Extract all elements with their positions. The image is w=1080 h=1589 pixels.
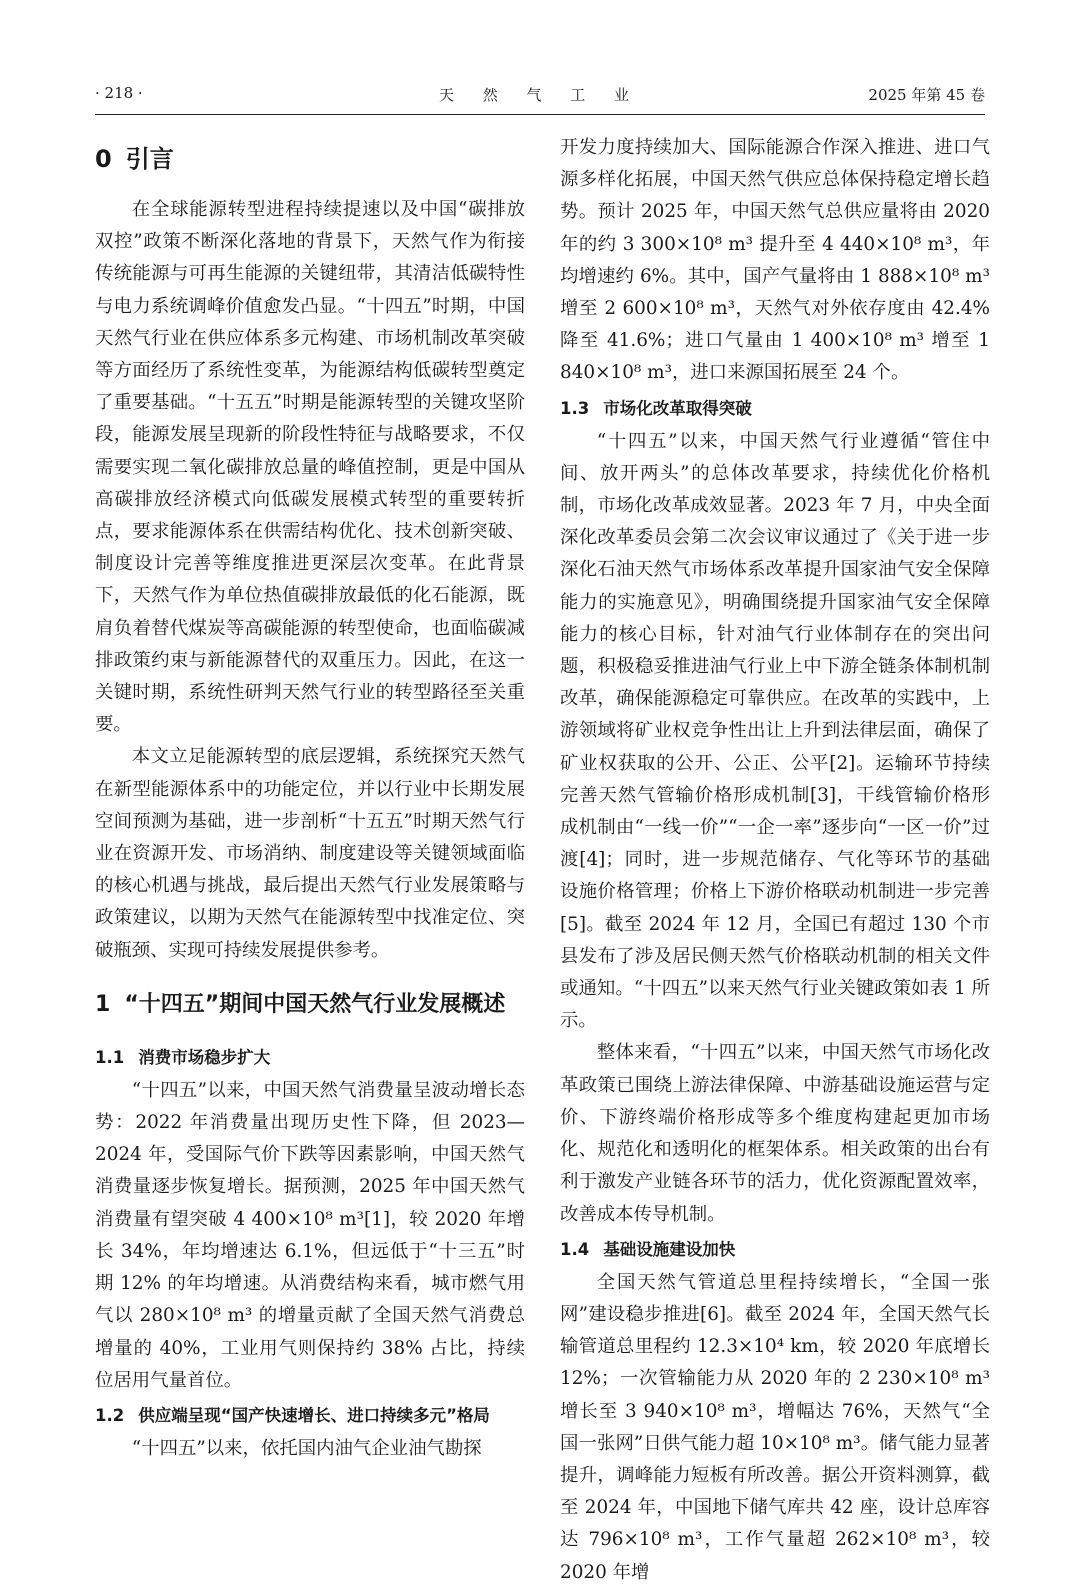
section-number: 0: [95, 145, 112, 173]
paragraph-intro-2: 本文立足能源转型的底层逻辑，系统探究天然气在新型能源体系中的功能定位，并以行业中长期发展空间预测为基础，进一步剖析“十五五”时期天然气行业在资源开发、市场消纳、制度建设等关键领域面临的核心机遇与挑战，最后提出天然气行业发展策略与政策建议，以期为天然气在能源转型中找准定位、突破瓶颈、实现可持续发展提供参考。: [95, 746, 525, 961]
paragraph-infrastructure: 全国天然气管道总里程持续增长，“全国一张网”建设稳步推进[6]。截至 2024 年，全国天然气长输管道总里程约 12.3×10⁴ km，较 2020 年底增长 12%；一次管输能力从 2020 年的 2 230×10⁸ m³ 增长至 3 940×10⁸ m³，增幅达 76%，天然气“全国一张网”日供气能力超 10×10⁸ m³。储气能力显著提升，调峰能力短板有所改善。据公开资料测算，截至 2024 年，中国地下储气库共 42 座，设计总库容达 796×10⁸ m³，工作气量超 262×10⁸ m³，较 2020 年增: [560, 1271, 990, 1583]
subsection-title: 供应端呈现“国产快速增长、进口持续多元”格局: [138, 1405, 490, 1425]
subsection-title: 基础设施建设加快: [603, 1239, 736, 1259]
paragraph-supply-continued: 开发力度持续加大、国际能源合作深入推进、进口气源多样化拓展，中国天然气供应总体保持稳定增长趋势。预计 2025 年，中国天然气总供应量将由 2020 年的约 3 300×10⁸ m³ 提升至 4 440×10⁸ m³，年均增速约 6%。其中，国产气量将由 1 888×10⁸ m³ 增至 2 600×10⁸ m³，天然气对外依存度由 42.4% 降至 41.6%；进口气量由 1 400×10⁸ m³ 增至 1 840×10⁸ m³，进口来源国拓展至 24 个。: [560, 137, 990, 384]
subsection-number: 1.3: [560, 398, 590, 418]
right-column: [560, 132, 990, 1589]
page-number: · 218 ·: [95, 84, 143, 102]
section-title: “十四五”期间中国天然气行业发展概述: [124, 991, 506, 1017]
subsection-number: 1.1: [95, 1047, 125, 1067]
subsection-title: 市场化改革取得突破: [603, 398, 752, 418]
left-column: [95, 132, 525, 1465]
subsection-title: 消费市场稳步扩大: [138, 1047, 271, 1067]
subsection-1-4-heading: [560, 1235, 990, 1265]
paragraph-reform-summary: 整体来看，“十四五”以来，中国天然气市场化改革政策已围绕上游法律保障、中游基础设施运营与定价、下游终端价格形成等多个维度构建起更加市场化、规范化和透明化的框架体系。相关政策的出台有利于激发产业链各环节的活力，优化资源配置效率，改善成本传导机制。: [560, 1042, 990, 1225]
paragraph-consumption: “十四五”以来，中国天然气消费量呈波动增长态势：2022 年消费量出现历史性下降，但 2023—2024 年，受国际气价下跌等因素影响，中国天然气消费量逐步恢复增长。据预测，2025 年中国天然气消费量有望突破 4 400×10⁸ m³[1]，较 2020 年增长 34%，年均增速达 6.1%，但远低于“十三五”时期 12% 的年均增速。从消费结构来看，城市燃气用气以 280×10⁸ m³ 的增量贡献了全国天然气消费总增量的 40%，工业用气则保持约 38% 占比，持续位居用气量首位。: [95, 1079, 525, 1391]
subsection-1-2-heading: [95, 1401, 525, 1431]
paragraph-supply-start: “十四五”以来，依托国内油气企业油气勘探: [131, 1437, 482, 1459]
section-0-heading: [95, 142, 525, 176]
paragraph-market-reform: “十四五”以来，中国天然气行业遵循“管住中间、放开两头”的总体改革要求，持续优化价格机制，市场化改革成效显著。2023 年 7 月，中央全面深化改革委员会第二次会议审议通过了《关于进一步深化石油天然气市场体系改革提升国家油气安全保障能力的实施意见》，明确围绕提升国家油气安全保障能力的核心目标，针对油气行业体制存在的突出问题，积极稳妥推进油气行业上中下游全链条体制机制改革，确保能源稳定可靠供应。在改革的实践中，上游领域将矿业权竞争性出让上升到法律层面，确保了矿业权获取的公开、公正、公平[2]。运输环节持续完善天然气管输价格形成机制[3]，干线管输价格形成机制由“一线一价”“一企一率”逐步向“一区一价”过渡[4]；同时，进一步规范储存、气化等环节的基础设施价格管理；价格上下游价格联动机制进一步完善[5]。截至 2024 年 12 月，全国已有超过 130 个市县发布了涉及居民侧天然气价格联动机制的相关文件或通知。“十四五”以来天然气行业关键政策如表 1 所示。: [560, 430, 990, 1032]
section-1-heading: [95, 987, 525, 1023]
subsection-1-1-heading: [95, 1043, 525, 1073]
header-divider: [95, 114, 985, 115]
volume-info: 2025 年第 45 卷: [868, 86, 985, 104]
section-number: 1: [95, 991, 111, 1017]
paragraph-intro-1: 在全球能源转型进程持续提速以及中国“碳排放双控”政策不断深化落地的背景下，天然气作为衔接传统能源与可再生能源的关键纽带，其清洁低碳特性与电力系统调峰价值愈发凸显。“十四五”时期，中国天然气行业在供应体系多元构建、市场机制改革突破等方面经历了系统性变革，为能源结构低碳转型奠定了重要基础。“十五五”时期是能源转型的关键攻坚阶段，能源发展呈现新的阶段性特征与战略要求，不仅需要实现二氧化碳排放总量的峰值控制，更是中国从高碳排放经济模式向低碳发展模式转型的重要转折点，要求能源体系在供需结构优化、技术创新突破、制度设计完善等维度推进更深层次变革。在此背景下，天然气作为单位热值碳排放最低的化石能源，既肩负着替代煤炭等高碳能源的转型使命，也面临碳减排政策约束与新能源替代的双重压力。因此，在这一关键时期，系统性研判天然气行业的转型路径至关重要。: [95, 199, 525, 736]
subsection-number: 1.4: [560, 1239, 590, 1259]
section-title: 引言: [125, 145, 174, 173]
running-header: [95, 84, 985, 110]
subsection-number: 1.2: [95, 1405, 125, 1425]
journal-title: 天 然 气 工 业: [438, 86, 642, 104]
subsection-1-3-heading: [560, 394, 990, 424]
